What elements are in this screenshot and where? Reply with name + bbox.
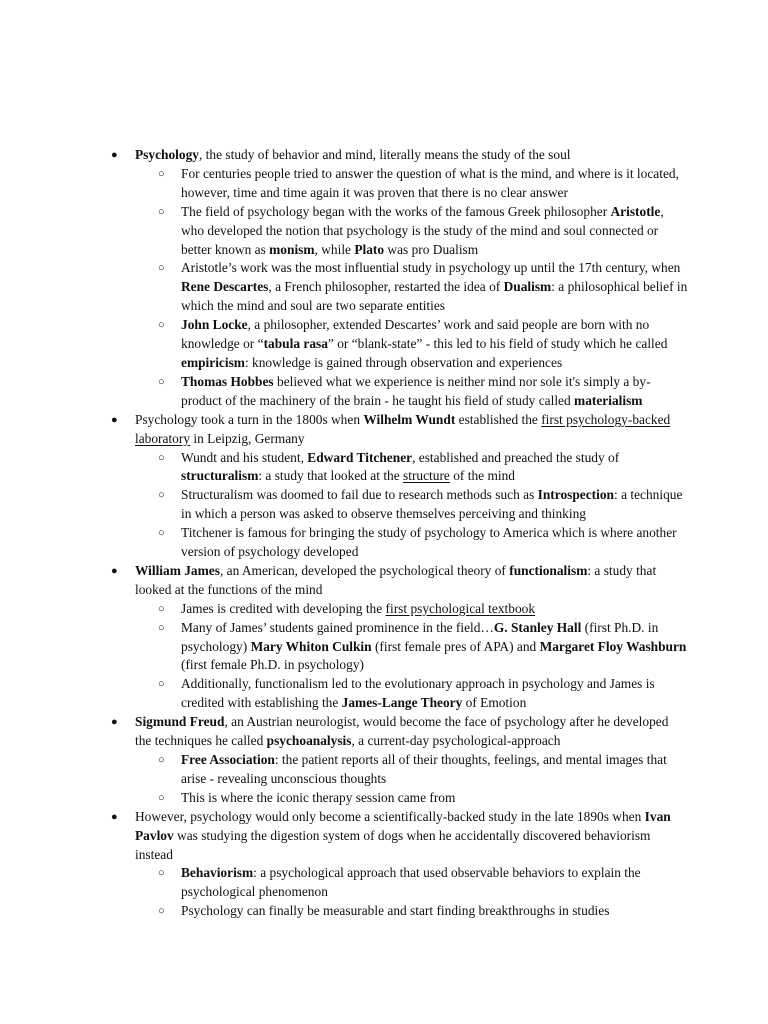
hollow-bullet-icon: ○ [158, 375, 165, 388]
bold-term: Wilhelm Wundt [363, 411, 456, 427]
underlined-term: structure [403, 468, 450, 484]
text-run: Psychology took a turn in the 1800s when [135, 411, 364, 427]
bold-term: Ivan Pavlov [135, 808, 671, 843]
bold-term: Aristotle [610, 203, 661, 219]
sub-list-item-text [181, 317, 667, 370]
bold-term: Psychology [135, 147, 199, 162]
sub-list-item [135, 316, 688, 373]
text-run: of the mind [449, 468, 515, 484]
hollow-bullet-icon: ○ [158, 319, 165, 332]
sub-list-item [135, 524, 688, 562]
list-item-text [135, 809, 671, 862]
bold-term: G. Stanley Hall [493, 619, 582, 635]
text-run: in Leipzig, Germany [190, 430, 305, 446]
sub-list-item-text [181, 260, 687, 313]
sub-list-item [135, 751, 688, 789]
text-run: : a psychological approach that used observable behaviors to explain the psychological phenomenon [181, 865, 641, 900]
sub-list-item [135, 619, 688, 676]
bold-term: John Locke [181, 317, 248, 333]
text-run: , established and preached the study of [412, 449, 620, 465]
hollow-bullet-icon: ○ [158, 167, 165, 180]
sub-list-item [135, 486, 688, 524]
text-run: (first female Ph.D. in psychology) [181, 657, 364, 673]
list-item-text [135, 714, 668, 748]
sub-list-item [135, 373, 688, 411]
list-item-text [135, 563, 656, 597]
bold-term: Plato [354, 241, 385, 257]
bold-term: Edward Titchener [307, 449, 413, 465]
list-item [108, 146, 688, 411]
bold-term: functionalism [509, 562, 588, 578]
filled-bullet-icon: ● [111, 149, 118, 161]
bold-term: structuralism [181, 468, 259, 484]
sub-list-item [135, 864, 688, 902]
hollow-bullet-icon: ○ [158, 527, 165, 540]
text-run: established the [455, 411, 542, 427]
sub-list-item [135, 165, 688, 203]
text-run: Psychology can finally be measurable and start finding breakthroughs in studies [181, 903, 610, 919]
bold-term: tabula rasa [263, 336, 328, 352]
sub-list-item-text [181, 166, 679, 200]
sub-list-item-text [181, 525, 677, 559]
text-run: Structuralism was doomed to fail due to research methods such as [181, 487, 538, 503]
sub-list-item [135, 789, 688, 808]
bold-term: Margaret Floy Washburn [539, 638, 687, 654]
text-run: Wundt and his student, [181, 449, 308, 465]
text-run: The field of psychology began with the works of the famous Greek philosopher [181, 203, 611, 219]
sub-list-item [135, 902, 688, 921]
text-run: : a study that looked at the [258, 468, 404, 484]
sub-list-item [135, 449, 688, 487]
text-run: Aristotle’s work was the most influential study in psychology up until the 17th century, when [181, 260, 681, 276]
sub-list-item-text [181, 374, 651, 408]
hollow-bullet-icon: ○ [158, 905, 165, 918]
bold-term: Behaviorism [181, 865, 254, 881]
filled-bullet-icon: ● [111, 716, 118, 729]
sub-list-item-text [181, 790, 455, 805]
text-run: Many of James’ students gained prominence in the field… [181, 619, 494, 635]
sub-list-item-text [181, 752, 667, 786]
sub-list-item-text [181, 620, 686, 673]
hollow-bullet-icon: ○ [158, 754, 165, 766]
list-item-text [135, 412, 670, 446]
filled-bullet-icon: ● [111, 564, 118, 577]
hollow-bullet-icon: ○ [158, 621, 165, 634]
underlined-term: first psychological textbook [385, 600, 536, 616]
text-run: , an Austrian neurologist, would become the face of psychology after he developed the techniques he called [135, 714, 669, 749]
bold-term: psychoanalysis [266, 733, 352, 749]
list-item-text [135, 147, 571, 162]
text-run: , a French philosopher, restarted the idea of [268, 279, 504, 295]
bold-term: James-Lange Theory [341, 695, 463, 711]
text-run: , who developed the notion that psychology is the study of the mind and soul connected or better known as [181, 203, 664, 257]
sub-list-item-text [181, 903, 609, 918]
list-item [108, 713, 688, 808]
hollow-bullet-icon: ○ [158, 867, 165, 880]
text-run: This is where the iconic therapy session came from [181, 789, 456, 805]
hollow-bullet-icon: ○ [158, 678, 165, 691]
sub-list [135, 165, 688, 411]
bold-term: monism [269, 241, 315, 257]
filled-bullet-icon: ● [111, 413, 118, 426]
hollow-bullet-icon: ○ [158, 602, 165, 615]
bold-term: Sigmund Freud [135, 714, 225, 730]
text-run: : a study that looked at the functions of the mind [135, 562, 657, 597]
bold-term: empiricism [181, 354, 245, 370]
sub-list-item [135, 259, 688, 316]
text-run: James is credited with developing the [181, 600, 386, 616]
sub-list [135, 600, 688, 713]
text-run: , an American, developed the psychological theory of [219, 562, 510, 578]
text-run: However, psychology would only become a scientifically-backed study in the late 1890s when [135, 808, 645, 824]
text-run: : the patient reports all of their thoughts, feelings, and mental images that arise - revealing unconscious thoughts [181, 752, 667, 786]
text-run: (first female pres of APA) and [371, 638, 540, 654]
bold-term: Introspection [537, 487, 615, 503]
hollow-bullet-icon: ○ [158, 791, 165, 804]
sub-list-item-text [181, 676, 655, 710]
sub-list [135, 864, 688, 921]
sub-list-item-text [181, 865, 641, 899]
hollow-bullet-icon: ○ [158, 262, 165, 275]
notes-list [108, 146, 688, 921]
text-run: ” or “blank-state” - this led to his field of study which he called [327, 336, 668, 352]
sub-list [135, 449, 688, 562]
text-run: was pro Dualism [384, 241, 479, 257]
bold-term: William James [135, 562, 220, 578]
text-run: Titchener is famous for bringing the study of psychology to America which is where another version of psychology developed [181, 525, 677, 560]
bold-term: Free Association [181, 752, 275, 767]
list-item [108, 808, 688, 921]
list-item [108, 562, 688, 713]
text-run: was studying the digestion system of dogs when he accidentally discovered behaviorism instead [135, 827, 651, 862]
text-run: believed what we experience is neither mind nor sole it's simply a by-product of the machinery of the brain - he taught his field of study called [181, 373, 651, 408]
sub-list-item-text [181, 204, 664, 257]
list-item [108, 411, 688, 562]
sub-list-item [135, 675, 688, 713]
hollow-bullet-icon: ○ [158, 205, 165, 218]
sub-list-item-text [181, 450, 619, 484]
bold-term: Dualism [503, 279, 552, 295]
underlined-term: first psychology-backed laboratory [135, 411, 671, 446]
text-run: : knowledge is gained through observation and experiences [244, 354, 563, 370]
bold-term: Mary Whiton Culkin [250, 638, 372, 654]
text-run: : a technique in which a person was asked to observe themselves perceiving and thinking [181, 487, 683, 522]
hollow-bullet-icon: ○ [158, 451, 165, 464]
bold-term: Rene Descartes [181, 279, 269, 295]
text-run: Additionally, functionalism led to the evolutionary approach in psychology and James is credited with establishing the [181, 676, 655, 711]
text-run: , the study of behavior and mind, literally means the study of the soul [198, 147, 571, 162]
sub-list-item-text [181, 487, 682, 521]
hollow-bullet-icon: ○ [158, 489, 165, 502]
text-run: , a current-day psychological-approach [351, 733, 561, 749]
text-run: of Emotion [462, 695, 527, 711]
text-run: : a philosophical belief in which the mind and soul are two separate entities [181, 279, 688, 314]
filled-bullet-icon: ● [111, 810, 118, 823]
sub-list-item [135, 203, 688, 260]
text-run: , a philosopher, extended Descartes’ work and said people are born with no knowledge or “ [181, 317, 650, 352]
text-run: (first Ph.D. in psychology) [181, 619, 659, 654]
sub-list [135, 751, 688, 808]
bold-term: materialism [574, 392, 643, 408]
text-run: , while [314, 241, 355, 257]
sub-list-item-text [181, 601, 535, 616]
text-run: For centuries people tried to answer the question of what is the mind, and where is it located, however, time and time again it was proven that there is no clear answer [181, 165, 679, 200]
bold-term: Thomas Hobbes [181, 373, 274, 389]
sub-list-item [135, 600, 688, 619]
